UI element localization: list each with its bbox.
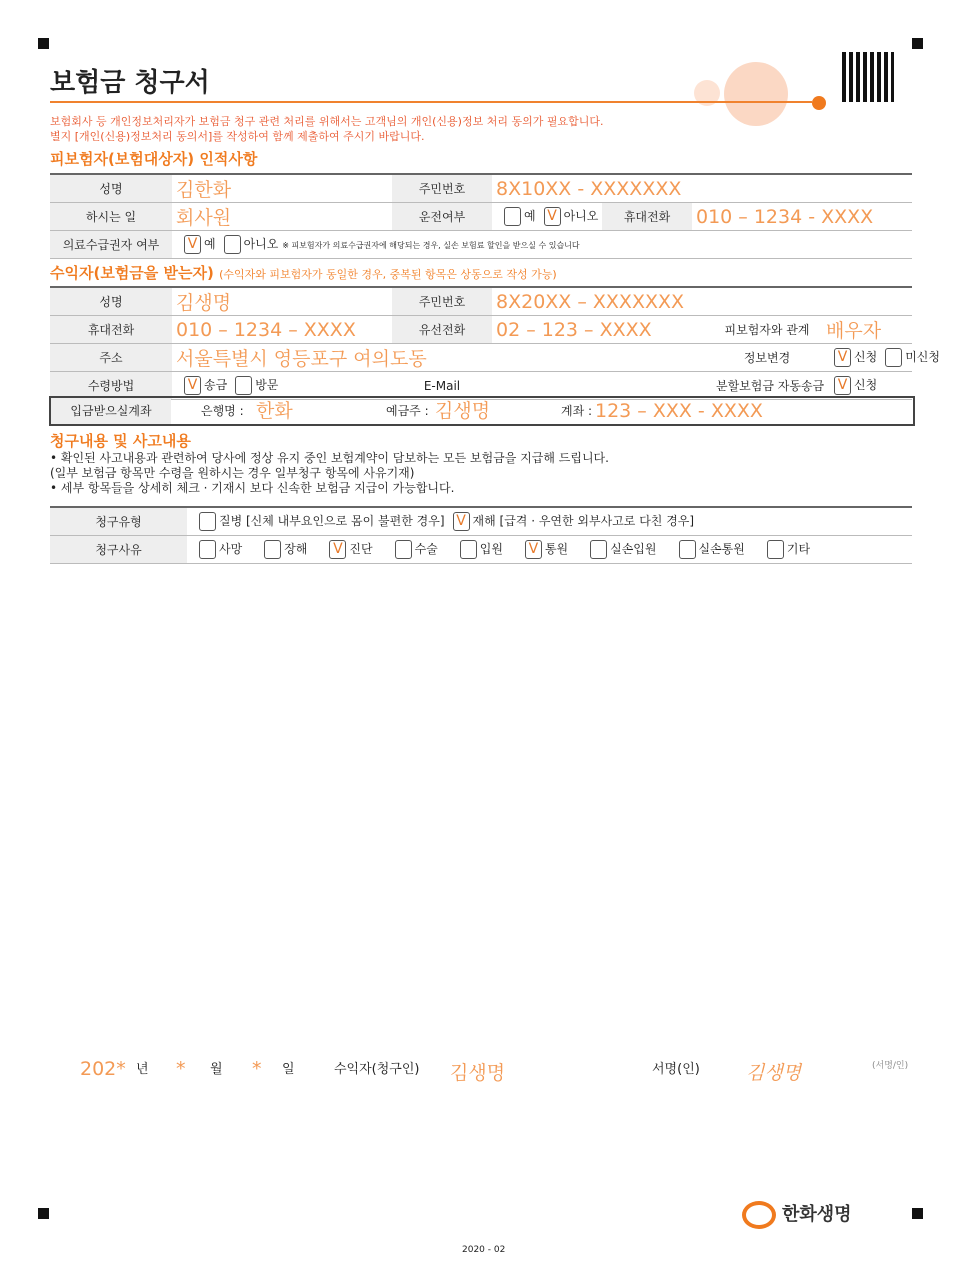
insured-name[interactable]: 김한화	[172, 174, 392, 203]
drive-no-checkbox[interactable]: V	[544, 207, 561, 226]
ben-name[interactable]: 김생명	[172, 287, 392, 316]
brand-icon	[742, 1201, 776, 1229]
section-claim: 청구내용 및 사고내용	[50, 432, 191, 450]
recv-visit-checkbox[interactable]	[235, 376, 252, 395]
reason-checkbox[interactable]	[767, 540, 784, 559]
drive-yes-checkbox[interactable]	[504, 207, 521, 226]
reason-checkbox[interactable]	[460, 540, 477, 559]
beneficiary-table: 성명 김생명 주민번호 8X20XX – XXXXXXX 휴대전화 010 – 1234 – XXXX 유선전화 02 – 123 – XXXX 피보험자와 관계 배우자 주소 서울특별시 영등포구 여의도동 정보변경 V 신청 미신청 수령방법 V 송금 방문 E-Mail 분할보험금 자동송금 V 신청	[50, 286, 912, 400]
page-title: 보험금 청구서	[50, 68, 210, 98]
ben-tel[interactable]: 02 – 123 – XXXX	[492, 316, 712, 344]
decor-circle	[724, 62, 788, 126]
reason-label: 통원	[544, 542, 569, 556]
insured-table: 성명 김한화 주민번호 8X10XX - XXXXXXX 하시는 일 회사원 운전여부 예 V 아니오 휴대전화 010 – 1234 - XXXX 의료수급권자 여부 V 예 아니오 ※ 피보험자가 의료수급권자에 해당되는 경우, 실손 보험료 할인을 받으실 수 있습니다	[50, 173, 912, 259]
recv-send-checkbox[interactable]: V	[184, 376, 201, 395]
insured-phone[interactable]: 010 – 1234 - XXXX	[692, 203, 912, 231]
reason-checkbox[interactable]: V	[329, 540, 346, 559]
reason-label: 실손통원	[698, 542, 745, 556]
reason-label: 수술	[414, 542, 438, 556]
corner-mark	[38, 1208, 49, 1219]
reason-label: 사망	[219, 542, 243, 556]
privacy-notice: 보험회사 등 개인정보처리자가 보험금 청구 관련 처리를 위해서는 고객님의 개인(신용)정보 처리 동의가 필요합니다. 별지 [개인(신용)정보처리 동의서]를 작성하여 함께 제출하여 주시기 바랍니다.	[50, 115, 604, 143]
corner-mark	[38, 38, 49, 49]
form-date: 2020 - 02	[462, 1245, 506, 1255]
section-beneficiary: 수익자(보험금을 받는자) (수익자와 피보험자가 동일한 경우, 중복된 항목은 상동으로 작성 가능)	[50, 264, 557, 282]
claim-table: 청구유형 질병 [신체 내부요인으로 몸이 불편한 경우] V 재해 [급격 · 우연한 외부사고로 다친 경우] 청구사유 사망 장해 V 진단 수술 입원 V 통원 실손입원 실손통원 기타	[50, 506, 912, 564]
claim-reasons	[187, 536, 912, 564]
reason-label: 진단	[349, 542, 373, 556]
reason-label: 입원	[479, 542, 503, 556]
reason-checkbox[interactable]: V	[525, 540, 542, 559]
info-apply-checkbox[interactable]: V	[834, 348, 851, 367]
ben-mobile[interactable]: 010 – 1234 – XXXX	[172, 316, 392, 344]
reason-checkbox[interactable]	[264, 540, 281, 559]
corner-mark	[912, 1208, 923, 1219]
ctype-accident-checkbox[interactable]: V	[453, 512, 470, 531]
corner-mark	[912, 38, 923, 49]
med-no-checkbox[interactable]	[224, 235, 241, 254]
reason-checkbox[interactable]	[395, 540, 412, 559]
reason-label: 기타	[786, 542, 811, 556]
reason-checkbox[interactable]	[199, 540, 216, 559]
med-yes-checkbox[interactable]: V	[184, 235, 201, 254]
info-noapply-checkbox[interactable]	[885, 348, 902, 367]
claimant-name[interactable]: 김생명	[450, 1062, 506, 1084]
ctype-disease-checkbox[interactable]	[199, 512, 216, 531]
account-box: 입금받으실계좌 은행명 : 한화 예금주 : 김생명 계좌 : 123 – XXX - XXXX	[49, 396, 915, 426]
ben-rrn[interactable]: 8X20XX – XXXXXXX	[492, 287, 912, 316]
claim-notes: • 확인된 사고내용과 관련하여 당사에 정상 유지 중인 보험계약이 담보하는 모든 보험금을 지급해 드립니다. (일부 보험금 항목만 수령을 원하시는 경우 일부청구 항목에 사유기재) • 세부 항목들을 상세히 체크 · 기재시 보다 신속한 보험금 지급이 가능합니다.	[50, 451, 609, 495]
bank-name[interactable]: 한화	[256, 400, 293, 422]
section-insured: 피보험자(보험대상자) 인적사항	[50, 150, 258, 168]
ben-address[interactable]: 서울특별시 영등포구 여의도동	[172, 344, 712, 372]
insured-job[interactable]: 회사원	[172, 203, 392, 231]
decor-dot	[812, 96, 826, 110]
insured-rrn[interactable]: 8X10XX - XXXXXXX	[492, 174, 912, 203]
brand-logo: 한화생명	[742, 1200, 852, 1229]
split-apply-checkbox[interactable]: V	[834, 376, 851, 395]
account-number[interactable]: 123 – XXX - XXXX	[595, 400, 763, 422]
reason-checkbox[interactable]	[590, 540, 607, 559]
ben-relation[interactable]: 배우자	[822, 316, 912, 344]
title-rule	[50, 101, 812, 103]
reason-label: 실손입원	[610, 542, 657, 556]
signature[interactable]: 김생명	[746, 1062, 802, 1084]
qr-code	[842, 52, 894, 102]
account-holder[interactable]: 김생명	[435, 400, 491, 422]
reason-label: 장해	[284, 542, 308, 556]
reason-checkbox[interactable]	[679, 540, 696, 559]
